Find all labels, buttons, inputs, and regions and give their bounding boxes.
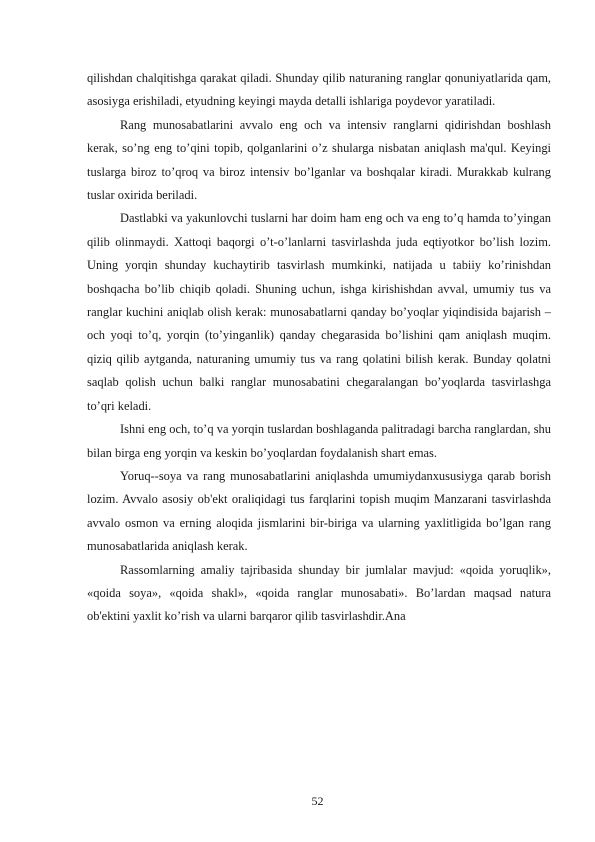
paragraph: Rang munosabatlarini avvalo eng och va intensiv ranglarni qidirishdan boshlash kerak, so’ng eng to’qini topib, qolganlarini o’z shularga nisbatan aniqlash ma'qul. Keyingi tuslarga biroz to’qroq va biroz intensiv bo’lganlar va boshqalar kiradi. Murakkab kulrang tuslar oxirida beriladi.: [87, 117, 551, 203]
paragraph: Dastlabki va yakunlovchi tuslarni har doim ham eng och va eng to’q hamda to’yingan qilib olinmaydi. Xattoqi baqorgi o’t-o’lanlarni tasvirlashda juda eqtiyotkor bo’lish lozim. Uning yorqin shunday kuchaytirib tasvirlash mumkinki, natijada u tabiiy ko’rinishdan boshqacha bo’lib chiqib qoladi. Shuning uchun, ishga kirishishdan avval, umumiy tus va ranglar kuchini aniqlab olish kerak: munosabatlarni qanday bo’yoqlar yiqindisida bajarish – och yoqi to’q, yorqin (to’yinganlik) qanday chegarasida bo’lishini qam aniqlash muqim. qiziq qilib aytganda, naturaning umumiy tus va rang qolatini bilish kerak. Bunday qolatni saqlab qolish uchun balki ranglar munosabatini chegaralangan bo’yoqlarda tasvirlashga to’qri keladi.: [87, 211, 551, 413]
paragraph: Ishni eng och, to’q va yorqin tuslardan boshlaganda palitradagi barcha ranglardan, shu bilan birga eng yorqin va keskin bo’yoqlardan foydalanish shart emas.: [87, 422, 551, 460]
paragraph: Yoruq--soya va rang munosabatlarini aniqlashda umumiydanxususiyga qarab borish lozim. Avvalo asosiy ob'ekt oraliqidagi tus farqlarini topish muqim Manzarani tasvirlashda avvalo osmon va erning aloqida jismlarini bir-biriga va ularning yaxlitligida bo’lgan rang munosabatlarida aniqlash kerak.: [87, 468, 551, 554]
page-number: 52: [311, 794, 324, 808]
paragraph: Rassomlarning amaliy tajribasida shunday bir jumlalar mavjud: «qoida yoruqlik», «qoida soya», «qoida shakl», «qoida ranglar munosabati». Bo’lardan maqsad natura ob'ektini yaxlit ko’rish va ularni barqaror qilib tasvirlashdir.Ana: [87, 562, 551, 624]
paragraph-continued: qilishdan chalqitishga qarakat qiladi. Shunday qilib naturaning ranglar qonuniyatlarida qam, asosiyga erishiladi, etyudning keyingi mayda detalli ishlariga poydevor yaratiladi.: [87, 71, 551, 109]
page-body: [87, 67, 551, 629]
